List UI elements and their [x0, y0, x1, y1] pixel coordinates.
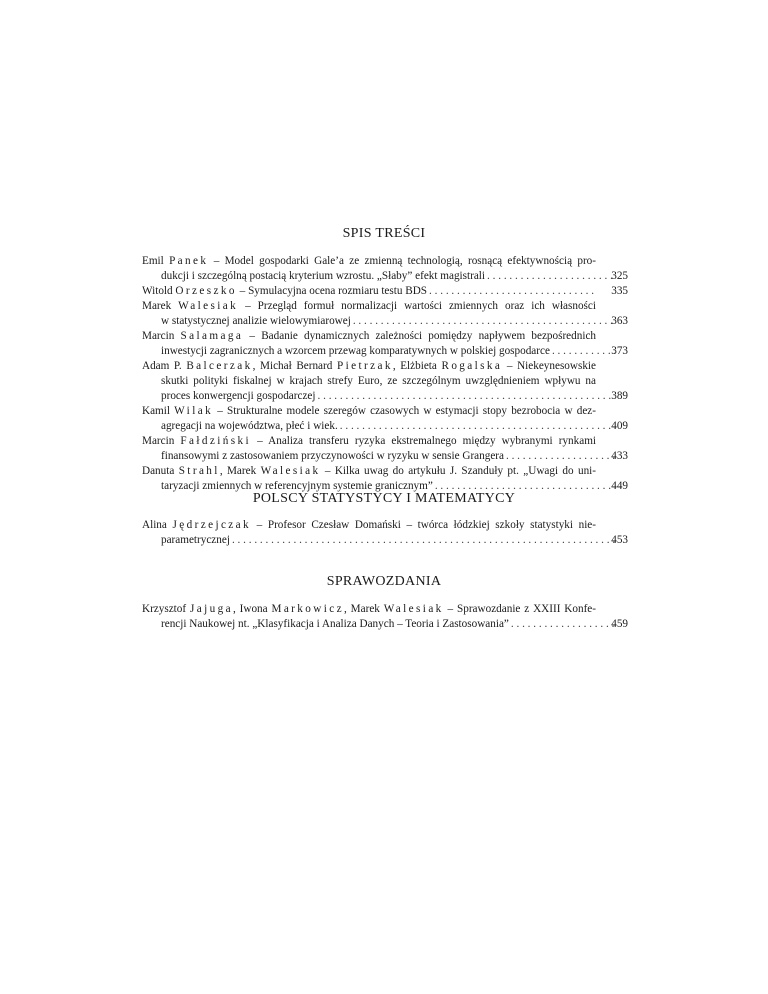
toc-entry — [142, 359, 628, 404]
toc-entry-line: parametrycznej . . . — [142, 533, 615, 548]
toc-entry-line: Emil Panek – Model gospodarki Gale’a ze zmienną technologią, rosnącą efektywnością pro- — [142, 255, 596, 267]
toc-entry-line: Marek Walesiak – Przegląd formuł normalizacji wartości zmiennych oraz ich własności — [142, 300, 596, 312]
page-number: 389 — [611, 390, 628, 402]
author-name: Salamaga — [180, 330, 244, 342]
toc-entry-line: dukcji i szczególną postacią kryterium wzrostu. „Słaby” efekt magistrali . . . — [142, 269, 615, 284]
author-name: Jędrzejczak — [172, 519, 252, 531]
toc-entry-line: proces konwergencji gospodarczej . . . — [142, 389, 615, 404]
toc-entry-line: Adam P. Balcerzak, Michał Bernard Pietrzak, Elżbieta Rogalska – Niekeynesowskie — [142, 360, 596, 372]
toc-entry — [142, 329, 628, 359]
reports-title: SPRAWOZDANIA — [326, 574, 442, 589]
toc-entry — [142, 518, 628, 548]
page-number: 433 — [611, 450, 628, 462]
toc-entry — [142, 284, 628, 299]
author-name: Walesiak — [260, 465, 321, 477]
toc-entry-line: inwestycji zagranicznych a wzorcem przewag komparatywnych w polskiej gospodarce . . . — [142, 344, 615, 359]
author-name: Balcerzak — [186, 360, 253, 372]
toc-entry — [142, 299, 628, 329]
author-name: Orzeszko — [175, 285, 237, 297]
toc-title: SPIS TREŚCI — [342, 226, 426, 241]
page-number: 449 — [611, 480, 628, 492]
toc-entry-line: Witold Orzeszko – Symulacyjna ocena rozmiaru testu BDS . . . — [142, 284, 596, 299]
author-name: Strahl — [178, 465, 220, 477]
toc-entry — [142, 464, 628, 494]
page-number: 335 — [611, 285, 628, 297]
author-name: Wilak — [174, 405, 214, 417]
toc-entry-line: Alina Jędrzejczak – Profesor Czesław Domański – twórca łódzkiej szkoły statystyki nie- — [142, 519, 597, 531]
author-name: Pietrzak — [336, 360, 393, 372]
page-number: 459 — [611, 618, 628, 630]
page-number: 453 — [611, 534, 628, 546]
toc-entry — [142, 434, 628, 464]
page-number: 363 — [611, 315, 628, 327]
dot-leader — [353, 314, 615, 329]
toc-entry-line: rencji Naukowej nt. „Klasyfikacja i Analiza Danych – Teoria i Zastosowania” . . . — [142, 617, 615, 632]
author-name: Walesiak — [383, 603, 444, 615]
author-name: Walesiak — [178, 300, 239, 312]
toc-entry-line: agregacji na województwa, płeć i wiek. . . . — [142, 419, 615, 434]
dot-leader — [487, 269, 615, 284]
toc-entry-line: w statystycznej analizie wielowymiarowej . . . — [142, 314, 615, 329]
author-name: Fałdziński — [180, 435, 252, 447]
toc-entry-line: Danuta Strahl, Marek Walesiak – Kilka uwag do artykułu J. Szanduły pt. „Uwagi do uni- — [142, 465, 597, 477]
page-number: 409 — [611, 420, 628, 432]
dot-leader — [318, 389, 616, 404]
polish-statisticians-entries — [142, 518, 628, 548]
toc-entry-line: finansowymi z zastosowaniem przyczynowości w ryzyku w sensie Grangera . . . — [142, 449, 615, 464]
reports-entries — [142, 602, 628, 632]
toc-entry-line: Marcin Salamaga – Badanie dynamicznych zależności pomiędzy napływem bezpośrednich — [142, 330, 596, 342]
author-name: Rogalska — [441, 360, 503, 372]
toc-entry — [142, 404, 628, 434]
dot-leader — [429, 284, 596, 299]
toc-entry-line: Kamil Wilak – Strukturalne modele szeregów czasowych w estymacji stopy bezrobocia w dez- — [142, 405, 596, 417]
page-number: 325 — [611, 270, 628, 282]
toc-entry-line: Marcin Fałdziński – Analiza transferu ryzyka ekstremalnego między wybranymi rynkami — [142, 435, 596, 447]
dot-leader — [232, 533, 615, 548]
author-name: Markowicz — [271, 603, 345, 615]
toc-entry — [142, 602, 628, 632]
toc-entry — [142, 254, 628, 284]
author-name: Panek — [169, 255, 209, 267]
polish-statisticians-title: POLSCY STATYSTYCY I MATEMATYCY — [252, 491, 516, 506]
toc-entry-line: taryzacji zmiennych w referencyjnym systemie granicznym” . . . — [142, 479, 615, 494]
page-number: 373 — [611, 345, 628, 357]
toc-entry-line: Krzysztof Jajuga, Iwona Markowicz, Marek Walesiak – Sprawozdanie z XXIII Konfe- — [142, 603, 596, 615]
toc-entries — [142, 254, 628, 494]
dot-leader — [340, 419, 615, 434]
author-name: Jajuga — [189, 603, 233, 615]
toc-entry-line: skutki polityki fiskalnej w krajach strefy Euro, ze szczególnym uwzględnieniem wpływu na — [161, 375, 596, 387]
